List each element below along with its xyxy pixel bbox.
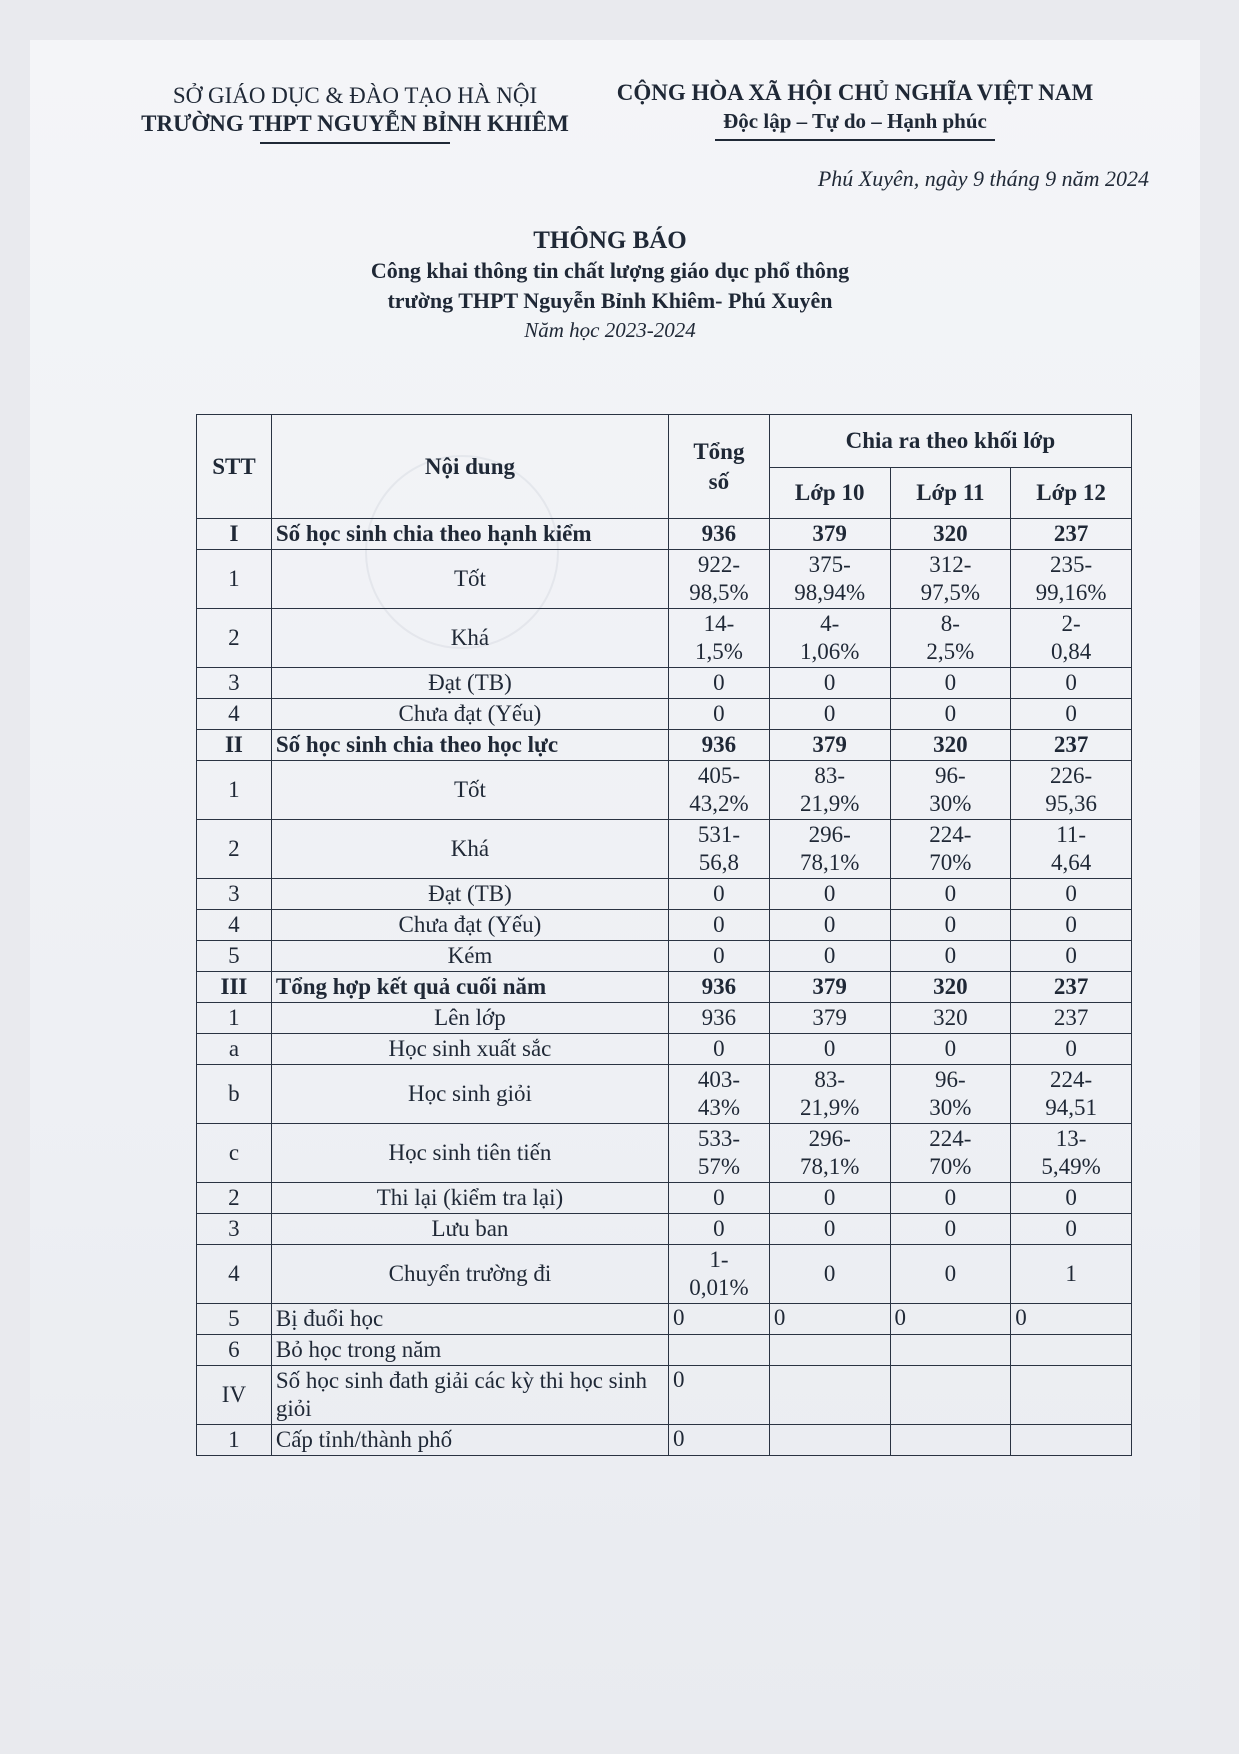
document-heading: THÔNG BÁO [533,227,687,254]
row-grade-12: 0 [1011,941,1132,972]
row-grade-12: 0 [1011,879,1132,910]
row-stt: II [197,730,272,761]
row-grade-10: 296- 78,1% [769,820,890,879]
row-content: Học sinh tiên tiến [271,1124,668,1183]
row-grade-11: 8- 2,5% [890,609,1011,668]
row-stt: 3 [197,1214,272,1245]
row-grade-12: 11- 4,64 [1011,820,1132,879]
row-content: Số học sinh chia theo hạnh kiểm [271,519,668,550]
row-total: 0 [669,1034,770,1065]
table-section-row [197,972,1132,1003]
row-grade-12: 235- 99,16% [1011,550,1132,609]
row-total: 531- 56,8 [669,820,770,879]
row-content: Tốt [271,761,668,820]
row-grade-11: 320 [890,972,1011,1003]
row-content: Thi lại (kiểm tra lại) [271,1183,668,1214]
table-row [197,879,1132,910]
row-total [669,1335,770,1366]
row-stt: 1 [197,550,272,609]
row-grade-11: 0 [890,668,1011,699]
agency-header [110,82,600,144]
header-grade-11: Lớp 11 [890,468,1011,519]
row-stt: b [197,1065,272,1124]
row-grade-11: 0 [890,910,1011,941]
row-grade-11: 320 [890,519,1011,550]
row-grade-12: 237 [1011,519,1132,550]
row-grade-12: 237 [1011,972,1132,1003]
table-row [197,1124,1132,1183]
row-grade-11: 0 [890,1183,1011,1214]
row-grade-10: 0 [769,1183,890,1214]
row-grade-11: 0 [890,879,1011,910]
row-grade-11: 224- 70% [890,1124,1011,1183]
row-content: Khá [271,609,668,668]
row-grade-12: 237 [1011,1003,1132,1034]
row-grade-10: 0 [769,1034,890,1065]
row-total: 936 [669,519,770,550]
row-grade-11: 312- 97,5% [890,550,1011,609]
row-content: Chưa đạt (Yếu) [271,699,668,730]
row-content: Số học sinh đath giải các kỳ thi học sinh giỏi [271,1366,668,1425]
row-grade-11: 0 [890,941,1011,972]
row-grade-10: 379 [769,1003,890,1034]
national-motto: Độc lập – Tự do – Hạnh phúc [723,109,987,133]
row-stt: 1 [197,1003,272,1034]
row-content: Cấp tỉnh/thành phố [271,1425,668,1456]
row-grade-10 [769,1366,890,1425]
row-content: Đạt (TB) [271,668,668,699]
row-grade-11: 0 [890,1214,1011,1245]
row-total: 0 [669,1304,770,1335]
header-total [669,415,770,519]
header-content: Nội dung [271,415,668,519]
document-subtitle-1: Công khai thông tin chất lượng giáo dục phổ thông [370,258,850,283]
statistics-table [196,414,1132,1456]
row-grade-10: 0 [769,1245,890,1304]
department-name: SỞ GIÁO DỤC & ĐÀO TẠO HÀ NỘI [172,83,538,108]
table-row [197,1034,1132,1065]
row-grade-10: 0 [769,668,890,699]
row-grade-12: 2- 0,84 [1011,609,1132,668]
motto-underline [715,139,995,141]
national-header [585,78,1125,141]
row-grade-12: 0 [1011,699,1132,730]
row-stt: 5 [197,1304,272,1335]
row-grade-12 [1011,1335,1132,1366]
row-grade-12: 0 [1011,668,1132,699]
row-stt: 4 [197,1245,272,1304]
row-grade-11: 224- 70% [890,820,1011,879]
row-total: 0 [669,910,770,941]
school-name: TRƯỜNG THPT NGUYỄN BỈNH KHIÊM [141,111,569,136]
row-grade-10: 83- 21,9% [769,1065,890,1124]
table-row [197,1003,1132,1034]
row-stt: I [197,519,272,550]
row-grade-11: 96- 30% [890,1065,1011,1124]
row-total: 0 [669,668,770,699]
row-total: 0 [669,699,770,730]
row-stt: 6 [197,1335,272,1366]
table-row [197,1065,1132,1124]
country-name: CỘNG HÒA XÃ HỘI CHỦ NGHĨA VIỆT NAM [616,80,1094,105]
row-grade-10 [769,1335,890,1366]
row-grade-12 [1011,1366,1132,1425]
table-row [197,609,1132,668]
table-row [197,1183,1132,1214]
row-grade-11: 0 [890,699,1011,730]
row-total: 403- 43% [669,1065,770,1124]
row-content: Chuyển trường đi [271,1245,668,1304]
row-content: Tổng hợp kết quả cuối năm [271,972,668,1003]
school-year: Năm học 2023-2024 [524,318,696,342]
header-split-by-grade: Chia ra theo khối lớp [769,415,1131,468]
row-grade-12 [1011,1425,1132,1456]
row-total: 405- 43,2% [669,761,770,820]
row-stt: 1 [197,761,272,820]
table-section-row [197,730,1132,761]
row-grade-10: 296- 78,1% [769,1124,890,1183]
document-title-block [230,226,990,344]
row-grade-12: 237 [1011,730,1132,761]
row-grade-10: 379 [769,730,890,761]
row-stt: III [197,972,272,1003]
table-row [197,1304,1132,1335]
row-grade-12: 224- 94,51 [1011,1065,1132,1124]
row-grade-12: 0 [1011,1183,1132,1214]
table-row [197,699,1132,730]
table-row [197,910,1132,941]
row-stt: 2 [197,820,272,879]
table-row [197,1245,1132,1304]
table-header-row [197,415,1132,468]
row-total: 0 [669,1425,770,1456]
table-row [197,1366,1132,1425]
row-grade-12: 0 [1011,1034,1132,1065]
row-total: 14- 1,5% [669,609,770,668]
header-total-label: Tổng số [693,438,745,494]
row-grade-11: 0 [890,1245,1011,1304]
table-body [197,519,1132,1456]
table-row [197,820,1132,879]
row-grade-10: 0 [769,1304,890,1335]
row-stt: 4 [197,699,272,730]
row-grade-12: 1 [1011,1245,1132,1304]
row-content: Đạt (TB) [271,879,668,910]
row-grade-11: 0 [890,1304,1011,1335]
row-grade-10: 379 [769,972,890,1003]
row-total: 936 [669,730,770,761]
row-total: 922- 98,5% [669,550,770,609]
row-content: Số học sinh chia theo học lực [271,730,668,761]
row-total: 0 [669,879,770,910]
row-total: 0 [669,1183,770,1214]
row-total: 936 [669,972,770,1003]
table-section-row [197,519,1132,550]
row-grade-12: 13- 5,49% [1011,1124,1132,1183]
row-grade-11: 0 [890,1034,1011,1065]
row-content: Chưa đạt (Yếu) [271,910,668,941]
row-stt: 1 [197,1425,272,1456]
row-grade-11 [890,1335,1011,1366]
row-grade-11: 320 [890,1003,1011,1034]
row-total: 0 [669,1366,770,1425]
row-stt: 2 [197,609,272,668]
row-content: Học sinh giỏi [271,1065,668,1124]
row-total: 1- 0,01% [669,1245,770,1304]
row-grade-10: 375- 98,94% [769,550,890,609]
row-grade-10 [769,1425,890,1456]
row-grade-12: 0 [1011,1214,1132,1245]
header-underline [260,142,450,144]
header-grade-12: Lớp 12 [1011,468,1132,519]
row-content: Tốt [271,550,668,609]
table-row [197,941,1132,972]
row-grade-10: 4- 1,06% [769,609,890,668]
row-content: Lưu ban [271,1214,668,1245]
header-grade-10: Lớp 10 [769,468,890,519]
table-row [197,761,1132,820]
row-stt: a [197,1034,272,1065]
row-grade-11 [890,1425,1011,1456]
row-grade-10: 83- 21,9% [769,761,890,820]
row-content: Lên lớp [271,1003,668,1034]
row-grade-10: 379 [769,519,890,550]
row-grade-12: 0 [1011,910,1132,941]
row-grade-11: 96- 30% [890,761,1011,820]
row-content: Bị đuổi học [271,1304,668,1335]
row-stt: 2 [197,1183,272,1214]
row-grade-10: 0 [769,699,890,730]
row-total: 533- 57% [669,1124,770,1183]
table-row [197,1214,1132,1245]
row-grade-10: 0 [769,910,890,941]
row-grade-12: 226- 95,36 [1011,761,1132,820]
row-stt: 4 [197,910,272,941]
row-grade-11: 320 [890,730,1011,761]
document-subtitle-2: trường THPT Nguyễn Bỉnh Khiêm- Phú Xuyên [387,288,833,313]
row-stt: 5 [197,941,272,972]
row-stt: IV [197,1366,272,1425]
row-grade-12: 0 [1011,1304,1132,1335]
row-grade-10: 0 [769,1214,890,1245]
table-row [197,1335,1132,1366]
place-date: Phú Xuyên, ngày 9 tháng 9 năm 2024 [817,166,1149,191]
row-content: Khá [271,820,668,879]
row-content: Học sinh xuất sắc [271,1034,668,1065]
header-stt: STT [197,415,272,519]
row-stt: c [197,1124,272,1183]
row-grade-11 [890,1366,1011,1425]
row-total: 936 [669,1003,770,1034]
row-grade-10: 0 [769,941,890,972]
row-stt: 3 [197,879,272,910]
row-stt: 3 [197,668,272,699]
table-row [197,668,1132,699]
row-total: 0 [669,941,770,972]
row-total: 0 [669,1214,770,1245]
row-content: Bỏ học trong năm [271,1335,668,1366]
table-row [197,550,1132,609]
table-row [197,1425,1132,1456]
row-grade-10: 0 [769,879,890,910]
row-content: Kém [271,941,668,972]
